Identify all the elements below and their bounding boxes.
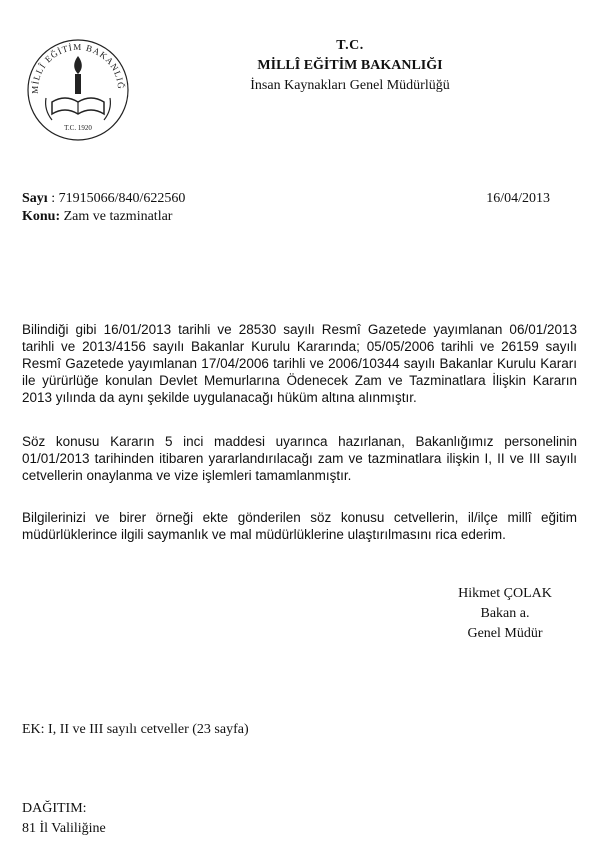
konu-value: Zam ve tazminatlar xyxy=(60,209,173,224)
header-ministry: MİLLÎ EĞİTİM BAKANLIĞI xyxy=(257,58,443,73)
signatory-title-1: Bakan a. xyxy=(480,606,530,621)
paragraph-1: Bilindiği gibi 16/01/2013 tarihli ve 28530 sayılı Resmî Gazetede yayımlanan 06/01/2013 tarihli ve 2013/4156 sayılı Bakanlar Kurulu Kararında; 05/05/2006 tarihli ve 26159 sayılı Resmî Gazetede yayımlanan 17/04/2006 tarihli ve 2006/10344 sayılı Bakanlar Kurulu Kararı ile yürürlüğe konulan Devlet Memurlarına Ödenecek Zam ve Tazminatlara İlişkin Kararın 2013 yılında da aynı şekilde uygulanacağı hüküm altına alınmıştır. xyxy=(22,322,577,405)
sayi-value: : 71915066/840/622560 xyxy=(51,191,186,206)
enclosure-line: EK: I, II ve III sayılı cetveller (23 sayfa) xyxy=(22,722,249,737)
svg-text:MİLLÎ EĞİTİM BAKANLIĞI: MİLLÎ EĞİTİM BAKANLIĞ xyxy=(29,41,127,94)
svg-text:T.C. 1920: T.C. 1920 xyxy=(64,124,92,132)
signatory-name: Hikmet ÇOLAK xyxy=(458,586,552,601)
header-directorate: İnsan Kaynakları Genel Müdürlüğü xyxy=(250,78,450,93)
header-tc: T.C. xyxy=(336,38,364,53)
document-date: 16/04/2013 xyxy=(486,191,550,206)
paragraph-2: Söz konusu Kararın 5 inci maddesi uyarınca hazırlanan, Bakanlığımız personelinin 01/01/2013 tarihinden itibaren yararlandırılacağı zam ve tazminatlara ilişkin I, II ve III sayılı cetvellerin onaylanma ve vize işlemleri tamamlanmıştır. xyxy=(22,434,577,483)
sayi-line xyxy=(22,191,185,207)
sayi-label: Sayı xyxy=(22,191,48,206)
distribution-item: 81 İl Valiliğine xyxy=(22,821,106,836)
konu-label: Konu: xyxy=(22,209,61,224)
distribution-label: DAĞITIM: xyxy=(22,801,87,816)
paragraph-3: Bilgilerinizi ve birer örneği ekte gönderilen söz konusu cetvellerin, il/ilçe millî eğitim müdürlüklerince ilgili saymanlık ve mal müdürlüklerine ulaştırılmasını rica ederim. xyxy=(22,510,577,542)
signatory-title-2: Genel Müdür xyxy=(467,626,543,641)
konu-line xyxy=(22,209,172,225)
ministry-logo xyxy=(22,32,134,144)
ministry-seal-icon xyxy=(22,32,134,144)
